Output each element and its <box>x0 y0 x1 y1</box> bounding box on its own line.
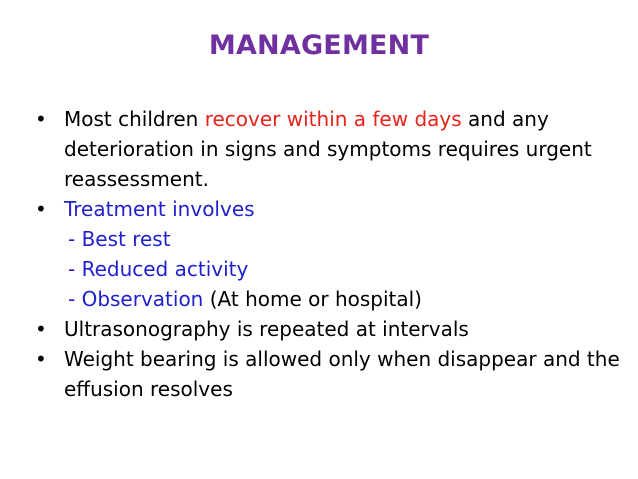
slide-title: MANAGEMENT <box>208 30 430 61</box>
bullet-marker: • <box>35 347 47 371</box>
bullet-item-ultrasonography <box>35 314 625 344</box>
bullet-item-recovery <box>35 104 625 194</box>
bullet-marker: • <box>35 317 47 341</box>
recovery-highlight: recover within a few days <box>204 107 462 131</box>
sub-item-best-rest <box>35 224 625 254</box>
bullet-text: Weight bearing is allowed only when disappear and the effusion resolves <box>64 347 620 401</box>
bullet-item-weight-bearing <box>35 344 625 404</box>
bullet-text: Ultrasonography is repeated at intervals <box>64 317 469 341</box>
sub-item-text: - Observation <box>68 287 204 311</box>
bullet-marker: • <box>35 107 47 131</box>
sub-item-observation <box>35 284 625 314</box>
bullet-text-pre: Most children <box>64 107 205 131</box>
sub-item-text: - Reduced activity <box>68 257 249 281</box>
sub-item-reduced-activity <box>35 254 625 284</box>
treatment-heading: Treatment involves <box>64 197 255 221</box>
bullet-item-treatment <box>35 194 625 224</box>
bullet-text-post: and any deterioration in signs and symptoms requires urgent reassessment. <box>64 107 592 191</box>
sub-item-text: - Best rest <box>68 227 171 251</box>
sub-item-extra: (At home or hospital) <box>203 287 422 311</box>
bullet-marker: • <box>35 197 47 221</box>
bullet-list <box>35 104 625 404</box>
